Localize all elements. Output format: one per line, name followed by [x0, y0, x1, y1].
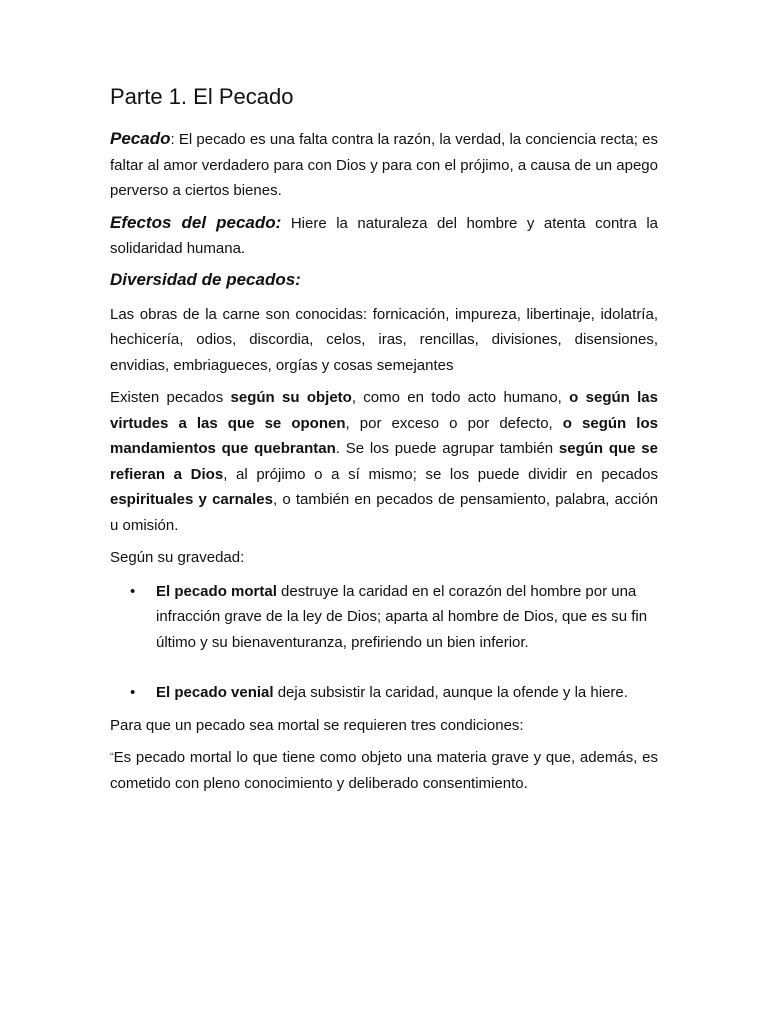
classification-bold-3: o según los mandamientos que quebrantan — [110, 414, 658, 457]
venial-sin-text: deja subsistir la caridad, aunque la ofende y la hiere. — [273, 684, 628, 701]
classification-text-4: . Se los puede agrupar también — [335, 440, 559, 457]
quote-text: Es pecado mortal lo que tiene como objeto una materia grave y que, además, es cometido con pleno conocimiento y deliberado consentimiento. — [110, 749, 658, 792]
quote-paragraph — [110, 745, 658, 796]
mortal-sin-text: destruye la caridad en el corazón del hombre por una infracción grave de la ley de Dios; aparta al hombre de Dios, que es su fin último y su bienaventuranza, prefiriendo un bien inferior. — [156, 582, 648, 651]
classification-text-3: , por exceso o por defecto, — [345, 414, 563, 432]
page-title: Parte 1. El Pecado — [110, 84, 294, 109]
mortal-sin-term: El pecado mortal — [156, 582, 277, 600]
works-of-flesh-paragraph: Las obras de la carne son conocidas: fornicación, impureza, libertinaje, idolatría, hechicería, odios, discordia, celos, iras, rencillas, divisiones, disensiones, envidias, embriagueces, orgías y cosas semejantes — [110, 305, 658, 374]
venial-sin-term: El pecado venial — [156, 684, 274, 701]
classification-text-6: , o también en pecados de pensamiento, palabra, acción u omisión. — [110, 491, 659, 534]
definition-paragraph — [110, 126, 658, 204]
conditions-intro: Para que un pecado sea mortal se requieren tres condiciones: — [110, 716, 524, 734]
effects-text: Hiere la naturaleza del hombre y atenta contra la solidaridad humana. — [110, 214, 658, 257]
classification-bold-5: espirituales y carnales — [110, 491, 273, 508]
classification-bold-2: o según las virtudes a las que se oponen — [110, 389, 658, 432]
bullet-icon: • — [130, 582, 136, 600]
list-item-venial-sin — [110, 680, 658, 706]
severity-list — [110, 579, 658, 706]
bullet-icon: • — [130, 684, 136, 701]
classification-paragraph — [110, 385, 658, 538]
term-pecado: Pecado — [110, 129, 171, 148]
severity-label: Según su gravedad: — [110, 549, 245, 566]
classification-text-2: , como en todo acto humano, — [351, 389, 570, 406]
list-item-mortal-sin — [110, 579, 658, 656]
classification-text-5: , al prójimo o a sí mismo; se los puede dividir en pecados — [223, 465, 658, 483]
classification-text-1: Existen pecados — [110, 389, 231, 406]
classification-bold-4: según que se refieran a Dios — [110, 440, 658, 483]
document-body — [110, 82, 658, 796]
term-efectos: Efectos del pecado: — [110, 212, 282, 232]
open-quote-mark: “ — [110, 751, 114, 763]
diversity-heading: Diversidad de pecados: — [110, 269, 301, 289]
classification-bold-1: según su objeto — [230, 389, 352, 406]
definition-text: : El pecado es una falta contra la razón, la verdad, la conciencia recta; es faltar al amor verdadero para con Dios y para con el prójimo, a causa de un apego perverso a ciertos bienes. — [110, 131, 658, 199]
effects-paragraph — [110, 210, 658, 262]
